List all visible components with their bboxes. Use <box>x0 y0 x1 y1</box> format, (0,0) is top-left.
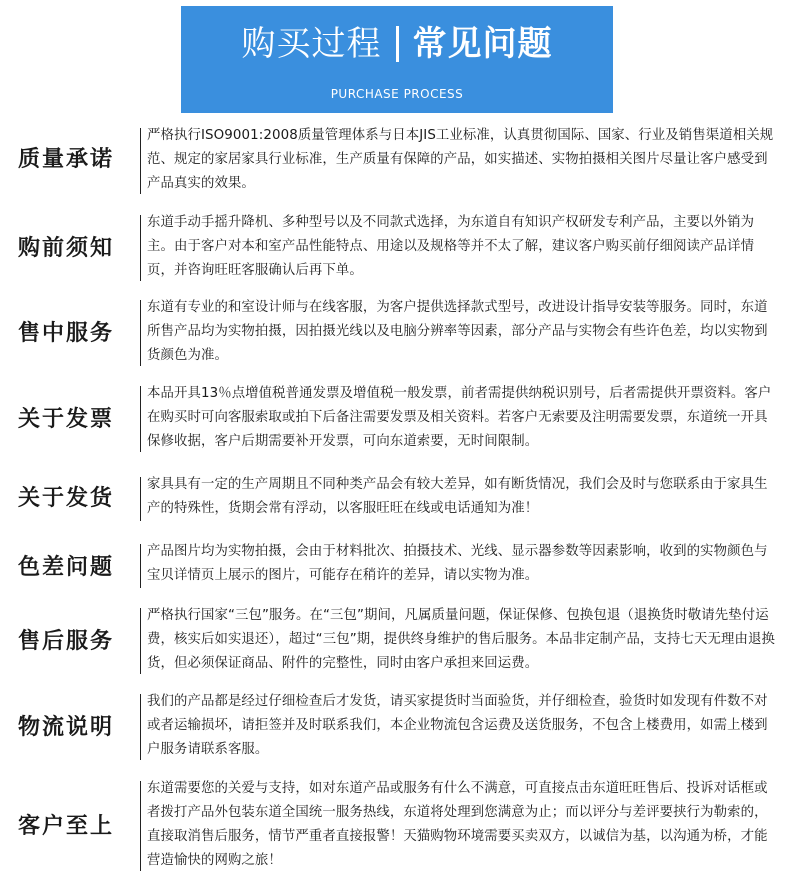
section-divider <box>140 544 141 588</box>
section-divider <box>140 608 141 674</box>
section-divider <box>140 386 141 452</box>
section-title: 关于发票 <box>18 407 115 432</box>
section-body: 严格执行ISO9001:2008质量管理体系与日本JIS工业标准，认真贯彻国际、国家、行业及销售渠道相关规范、规定的家居家具行业标准，生产质量有保障的产品，如实描述、实物拍摄相关图片尽量让客户感受到产品真实的效果。 <box>147 128 774 191</box>
section-divider <box>140 300 141 366</box>
section-body: 东道有专业的和室设计师与在线客服，为客户提供选择款式型号，改进设计指导安装等服务。同时，东道所售产品均为实物拍摄，因拍摄光线以及电脑分辨率等因素，部分产品与实物会有些许色差，均以实物到货颜色为准。 <box>147 300 768 363</box>
section-body: 东道手动手摇升降机、多种型号以及不同款式选择，为东道自有知识产权研发专利产品，主要以外销为主。由于客户对本和室产品性能特点、用途以及规格等并不太了解，建议客户购买前仔细阅读产品详情页，并咨询旺旺客服确认后再下单。 <box>147 215 755 278</box>
section-body: 家具具有一定的生产周期且不同种类产品会有较大差异，如有断货情况，我们会及时与您联系由于家具生产的特殊性，货期会常有浮动，以客服旺旺在线或电话通知为准！ <box>147 477 768 516</box>
section-title: 关于发货 <box>18 486 115 511</box>
section-title: 购前须知 <box>18 236 115 261</box>
section-body: 本品开具13％点增值税普通发票及增值税一般发票，前者需提供纳税识别号，后者需提供开票资料。客户在购买时可向客服索取或拍下后备注需要发票及相关资料。若客户无索要及注明需要发票，东道统一开具保修收据，客户后期需要补开发票，可向东道索要，无时间限制。 <box>147 386 772 449</box>
section-divider <box>140 477 141 521</box>
header-banner <box>181 6 613 113</box>
section-divider <box>140 128 141 194</box>
section-body: 严格执行国家“三包”服务。在“三包”期间，凡属质量问题，保证保修、包换包退（退换货时敬请先垫付运费，核实后如实退还），超过“三包”期，提供终身维护的售后服务。本品非定制产品，支持七天无理由退换货，但必须保证商品、附件的完整性，同时由客户承担来回运费。 <box>147 608 775 671</box>
banner-title-right: 常见问题 <box>412 24 553 64</box>
banner-title <box>181 22 613 66</box>
section-body: 我们的产品都是经过仔细检查后才发货，请买家提货时当面验货，并仔细检查，验货时如发现有件数不对或者运输损坏，请拒签并及时联系我们，本企业物流包含运费及送货服务，不包含上楼费用，如需上楼到户服务请联系客服。 <box>147 694 768 757</box>
section-divider <box>140 694 141 760</box>
section-title: 售中服务 <box>18 321 115 346</box>
banner-title-left: 购买过程 <box>241 24 382 64</box>
section-divider <box>140 215 141 281</box>
section-divider <box>140 781 141 871</box>
banner-subtitle: PURCHASE PROCESS <box>330 87 464 101</box>
banner-title-divider <box>396 26 399 62</box>
section-body: 东道需要您的关爱与支持，如对东道产品或服务有什么不满意，可直接点击东道旺旺售后、投诉对话框或者拨打产品外包装东道全国统一服务热线，东道将处理到您满意为止；而以评分与差评要挟行为勒索的，直接取消售后服务，情节严重者直接报警！天猫购物环境需要买卖双方，以诚信为基，以沟通为桥，才能营造愉快的网购之旅！ <box>147 781 768 868</box>
section-title: 客户至上 <box>18 814 115 839</box>
section-title: 售后服务 <box>18 629 115 654</box>
section-title: 色差问题 <box>18 555 115 580</box>
section-body: 产品图片均为实物拍摄，会由于材料批次、拍摄技术、光线、显示器参数等因素影响，收到的实物颜色与宝贝详情页上展示的图片，可能存在稍许的差异，请以实物为准。 <box>147 544 768 583</box>
section-title: 物流说明 <box>18 715 115 740</box>
section-title: 质量承诺 <box>18 147 115 172</box>
